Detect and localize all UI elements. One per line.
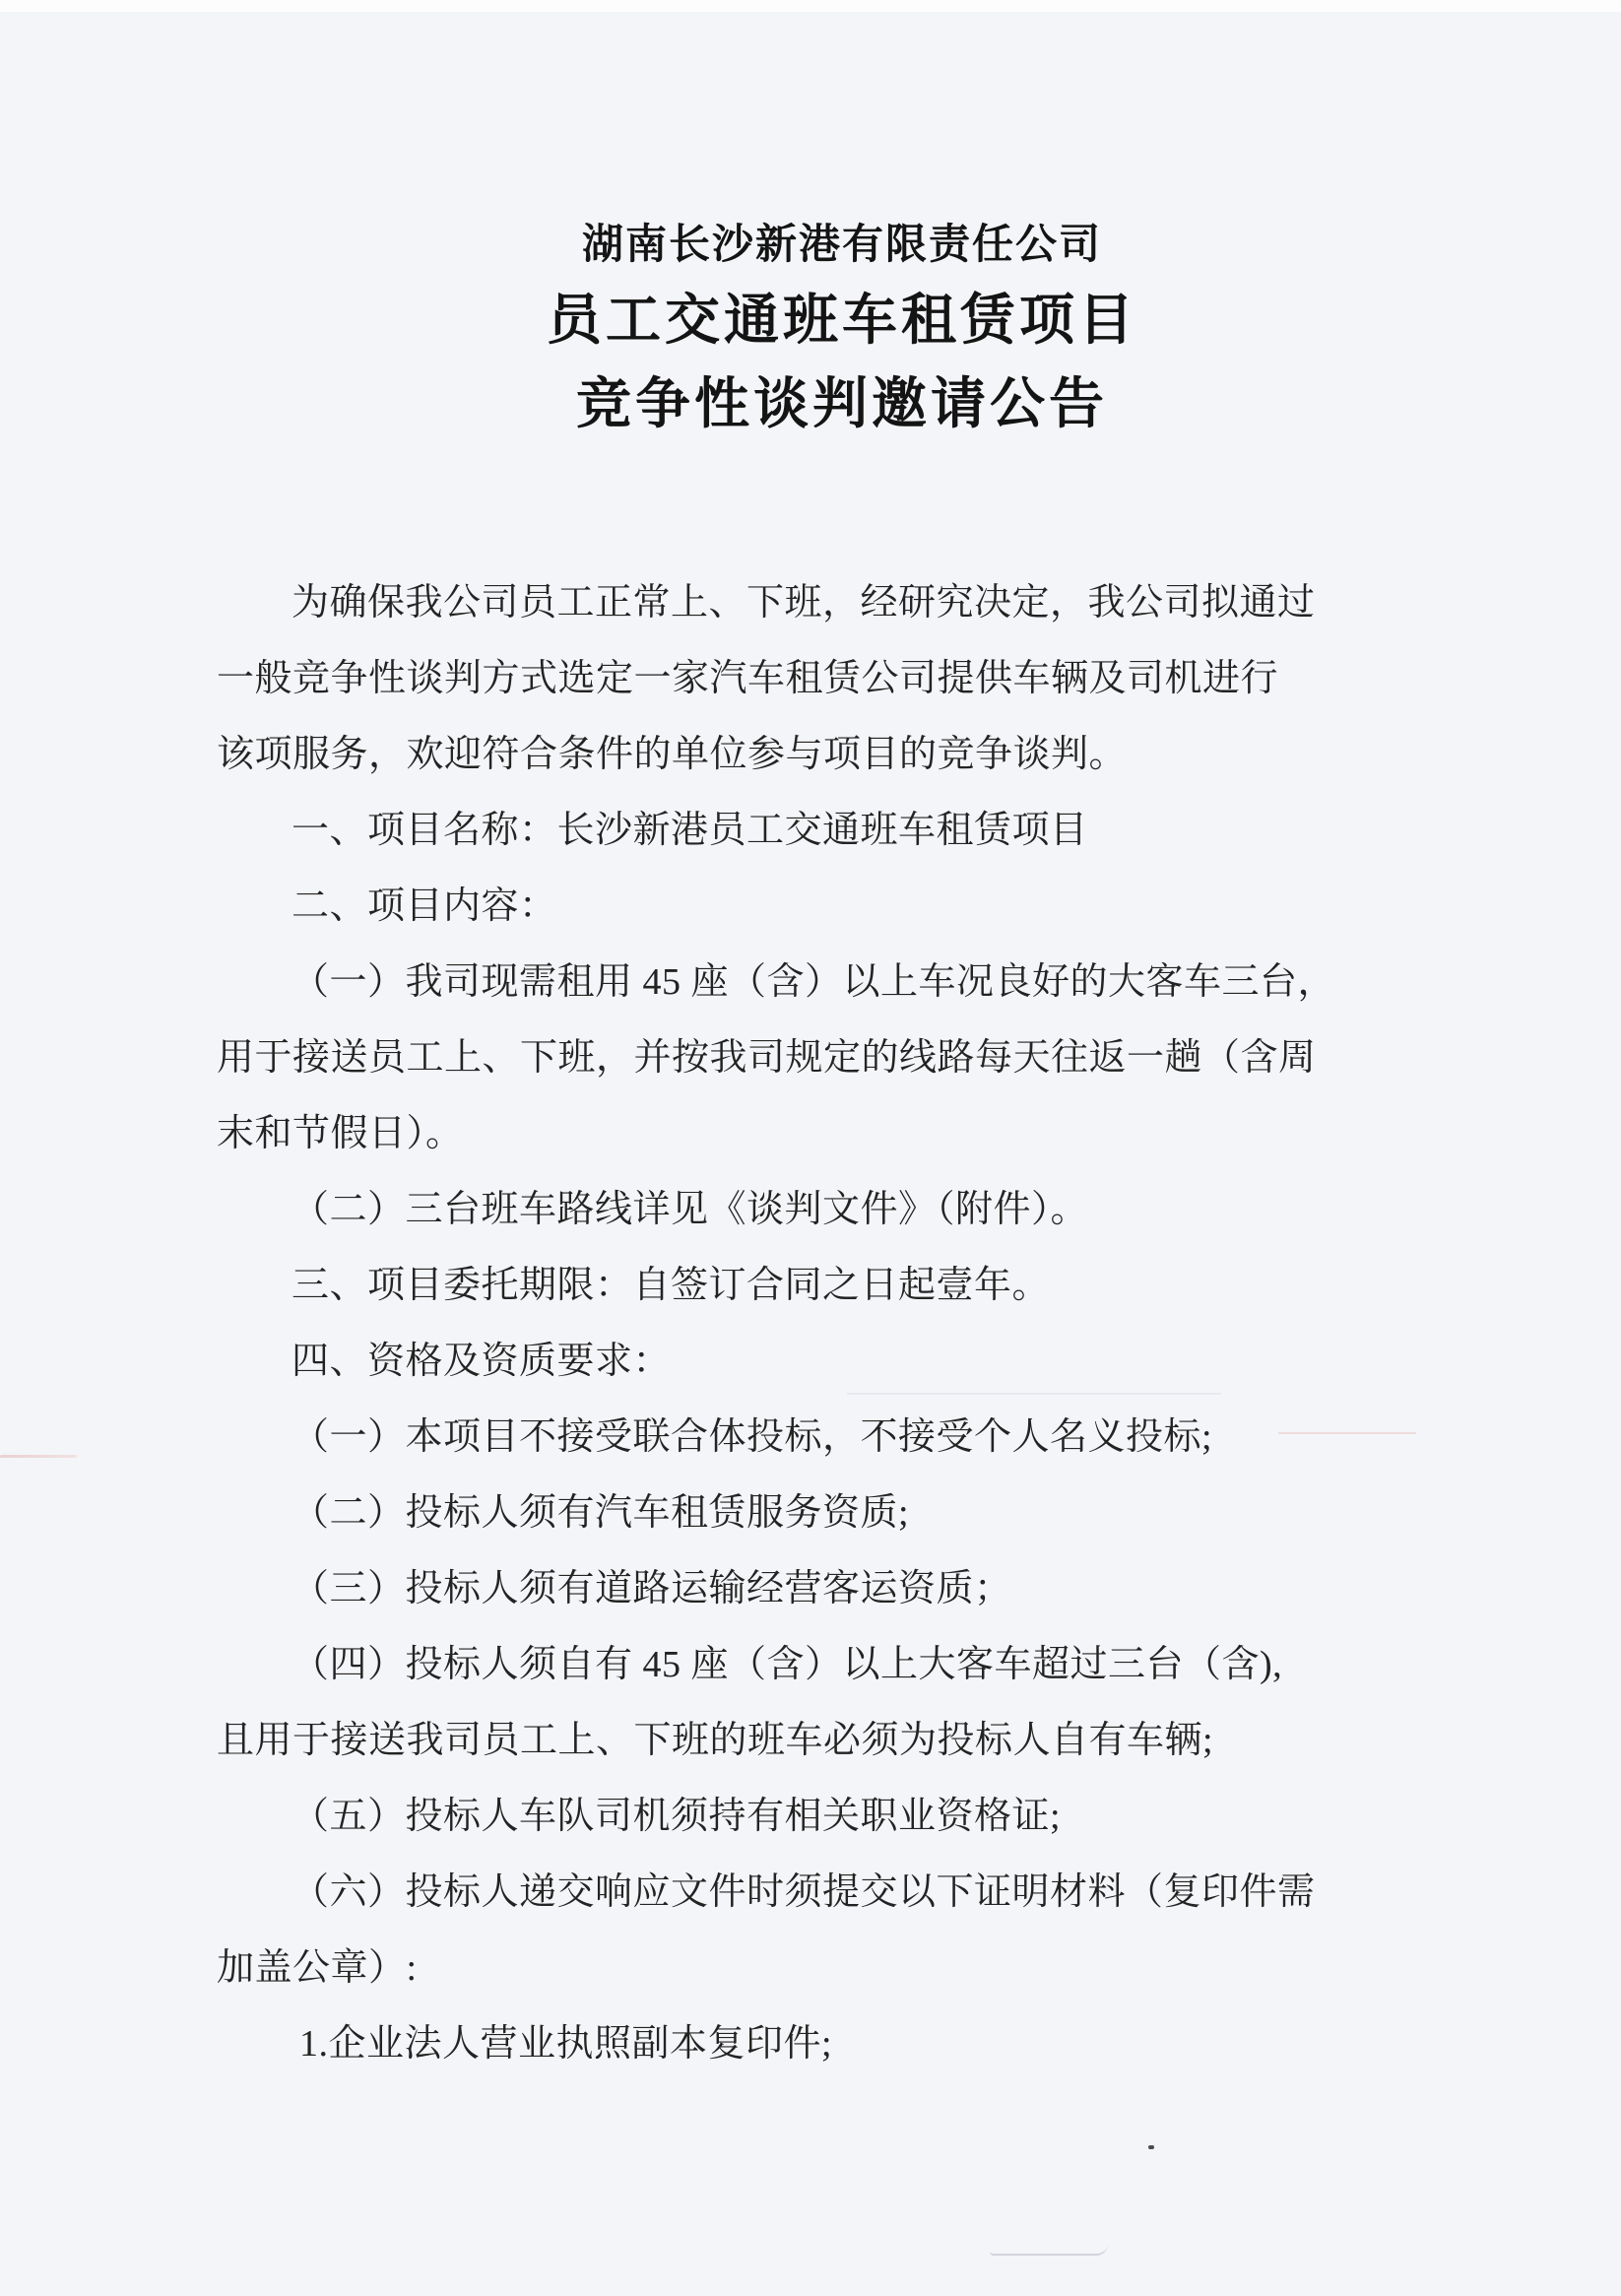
body-line: 加盖公章）:	[217, 1947, 418, 1989]
document-company-title: 湖南长沙新港有限责任公司	[581, 221, 1102, 267]
body-line: 为确保我公司员工正常上、下班，经研究决定，我公司拟通过	[292, 582, 1316, 623]
document-body	[217, 565, 1467, 2082]
body-line: 二、项目内容：	[292, 886, 557, 927]
body-line: 一般竞争性谈判方式选定一家汽车租赁公司提供车辆及司机进行	[217, 658, 1279, 699]
body-line: 四、资格及资质要求：	[292, 1341, 672, 1382]
body-line: 且用于接送我司员工上、下班的班车必须为投标人自有车辆;	[217, 1720, 1214, 1761]
body-line: 该项服务，欢迎符合条件的单位参与项目的竞争谈判。	[217, 734, 1128, 775]
body-line: 1.企业法人营业执照副本复印件;	[299, 2023, 833, 2065]
document-notice-title: 竞争性谈判邀请公告	[576, 372, 1108, 434]
body-line: （一）本项目不接受联合体投标，不接受个人名义投标;	[292, 1416, 1213, 1458]
body-line: 末和节假日）。	[217, 1113, 464, 1154]
document-project-title: 员工交通班车租赁项目	[547, 289, 1137, 351]
body-line: 三、项目委托期限：自签订合同之日起壹年。	[292, 1265, 1051, 1306]
body-line: （二）投标人须有汽车租赁服务资质;	[292, 1492, 910, 1534]
body-line: （一）我司现需租用 45 座（含）以上车况良好的大客车三台，	[292, 961, 1336, 1003]
scan-edge	[0, 0, 1621, 12]
body-line: （六）投标人递交响应文件时须提交以下证明材料（复印件需	[292, 1871, 1316, 1913]
scan-artifact-pink-line-left	[0, 1455, 77, 1458]
body-line: （四）投标人须自有 45 座（含）以上大客车超过三台（含),	[292, 1644, 1283, 1685]
body-line: （三）投标人须有道路运输经营客运资质；	[292, 1568, 1012, 1609]
body-line: 一、项目名称：长沙新港员工交通班车租赁项目	[292, 810, 1088, 851]
body-line: （二）三台班车路线详见《谈判文件》（附件）。	[292, 1189, 1089, 1230]
body-line: （五）投标人车队司机须持有相关职业资格证;	[292, 1796, 1062, 1837]
body-line: 用于接送员工上、下班，并按我司规定的线路每天往返一趟（含周	[217, 1037, 1317, 1079]
scan-artifact-curve	[990, 2244, 1108, 2256]
scan-artifact-speck	[1148, 2145, 1154, 2149]
